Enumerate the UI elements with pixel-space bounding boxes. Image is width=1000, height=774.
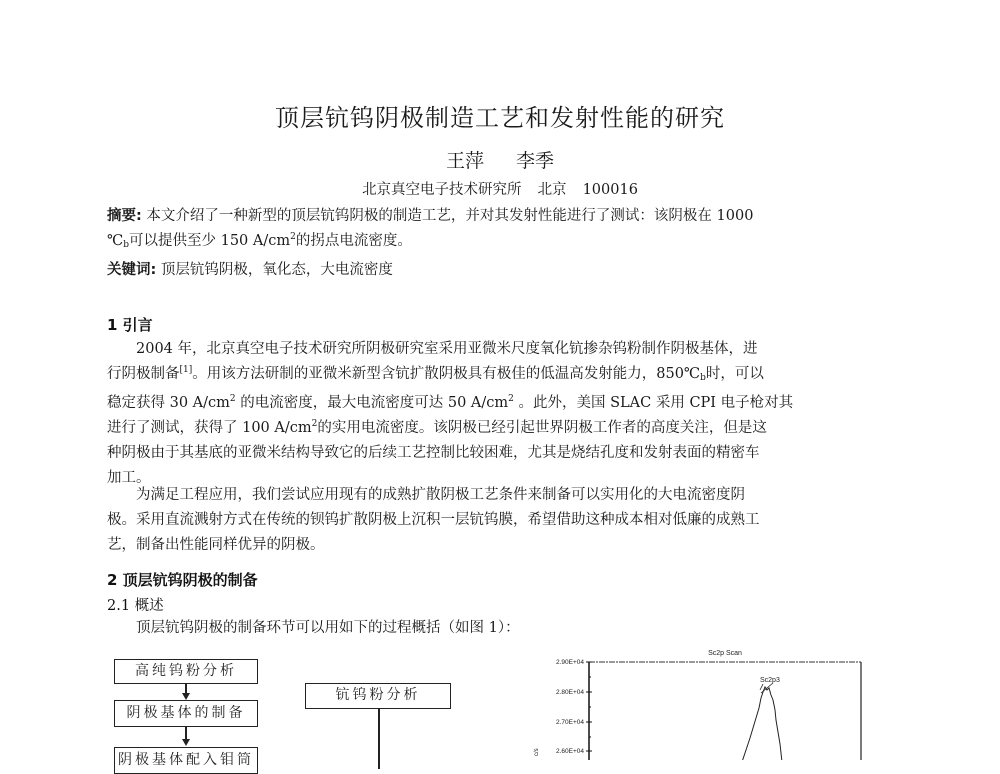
- flow-step-matrix-into-mo-cylinder: 阴极基体配入钼筒: [114, 747, 258, 774]
- affiliation-city: 北京: [537, 182, 567, 198]
- subsection-heading-overview: 2.1 概述: [107, 598, 164, 614]
- chart-title: Sc2p Scan: [708, 650, 742, 657]
- paper-title: 顶层钪钨阴极制造工艺和发射性能的研究: [275, 104, 725, 132]
- svg-text:2.90E+04: 2.90E+04: [555, 659, 584, 666]
- citation-ref: [1]: [179, 365, 193, 376]
- flow-connector: [378, 709, 380, 769]
- peak-annotation: Sc2p3: [760, 677, 780, 684]
- keywords-text: 顶层钪钨阴极，氧化态，大电流密度: [160, 262, 393, 278]
- arrow-down-icon: [182, 693, 190, 700]
- affiliation-postcode: 100016: [582, 182, 638, 198]
- sc2p-spectrum-line: [742, 687, 782, 760]
- author-list: [0, 146, 1000, 173]
- keywords-label: 关键词:: [107, 262, 157, 278]
- overview-text: 顶层钪钨阴极的制备环节可以用如下的过程概括（如图 1）：: [136, 620, 520, 636]
- abstract-line: $℃_b$可以提供至少 150 $A/cm^2$的拐点电流密度。: [107, 232, 412, 250]
- arrow-down-icon: [182, 739, 190, 746]
- abstract: [107, 204, 902, 283]
- section-heading-preparation: 2 顶层钪钨阴极的制备: [107, 571, 258, 589]
- svg-text:2.70E+04: 2.70E+04: [555, 719, 584, 726]
- author-name: 李季: [516, 150, 555, 172]
- section-heading-introduction: 1 引言: [107, 316, 153, 334]
- y-axis-label: c/s: [534, 748, 540, 756]
- flow-step-tungsten-powder-analysis: 高纯钨粉分析: [114, 659, 258, 684]
- abstract-label: 摘要:: [107, 208, 142, 224]
- abstract-line: 摘要: 本文介绍了一种新型的顶层钪钨阴极的制造工艺，并对其发射性能进行了测试：该阴极在 1000: [107, 208, 754, 224]
- affiliation-institute: 北京真空电子技术研究所: [362, 182, 522, 198]
- svg-text:2.60E+04: 2.60E+04: [555, 748, 584, 755]
- xps-sc2p-scan-chart: [520, 640, 880, 760]
- y-axis-ticks: [556, 659, 584, 755]
- keywords: [107, 258, 902, 283]
- svg-text:2.80E+04: 2.80E+04: [555, 689, 584, 696]
- author-name: 王萍: [445, 150, 484, 172]
- introduction-paragraph-2: 为满足工程应用，我们尝试应用现有的成熟扩散阴极工艺条件来制备可以实用化的大电流密度阴 极。采用直流溅射方式在传统的钡钨扩散阴极上沉积一层钪钨膜，希望借助这种成本相对低廉的成熟工 艺，制备出性能同样优异的阴极。: [107, 487, 760, 553]
- introduction-paragraph-1: 2004 年，北京真空电子技术研究所阴极研究室采用亚微米尺度氧化钪掺杂钨粉制作阴极基体，进 行阴极制备[1]。用该方法研制的亚微米新型含钪扩散阴极具有极佳的低温高发射能力，$850℃_b$时，可以 稳定获得 30 $A/cm^2$ 的电流密度，最大电流密度可达 50 $A/cm^2$ 。此外，美国 SLAC 采用 CPI 电子枪对其 进行了测试，获得了 100 $A/cm^2$的实用电流密度。该阴极已经引起世界阴极工作者的高度关注，但是这 种阴极由于其基底的亚微米结构导致它的后续工艺控制比较困难，尤其是烧结孔度和发射表面的精密车 加工。: [107, 341, 794, 486]
- flow-step-matrix-preparation: 阴极基体的制备: [114, 700, 258, 727]
- affiliation: [0, 178, 1000, 199]
- flow-step-sc-w-powder-analysis: 钪钨粉分析: [305, 683, 451, 709]
